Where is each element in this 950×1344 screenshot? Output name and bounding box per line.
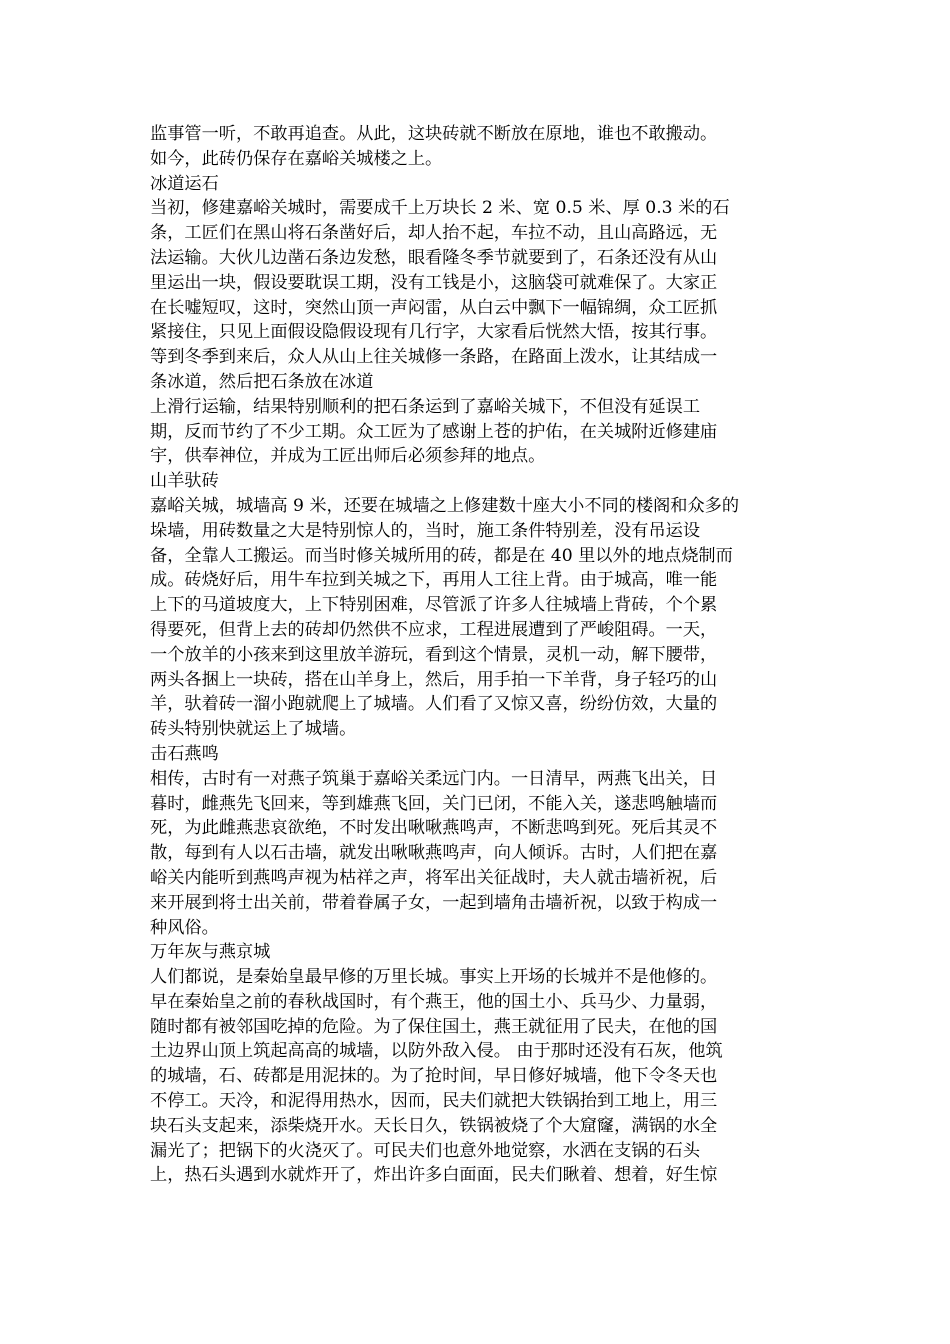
text-line: 散，每到有人以石击墙，就发出啾啾燕鸣声，向人倾诉。古时，人们把在嘉 [150,843,718,864]
paragraph-swallow-cry [150,767,805,941]
text-line: 备，全靠人工搬运。而当时修关城所用的砖，都是在 40 里以外的地点烧制而 [150,545,733,566]
text-line: 法运输。大伙儿边凿石条边发愁，眼看隆冬季节就要到了，石条还没有从山 [150,247,718,268]
section-heading-lime-yanjing: 万年灰与燕京城 [150,942,271,963]
text-line: 土边界山顶上筑起高高的城墙，以防外敌入侵。 由于那时还没有石灰，他筑 [150,1041,723,1062]
text-line: 人们都说，是秦始皇最早修的万里长城。事实上开场的长城并不是他修的。 [150,967,718,988]
text-line: 随时都有被邻国吃掉的危险。为了保住国土，燕王就征用了民夫，在他的国 [150,1016,718,1037]
paragraph-goat-bricks [150,494,805,742]
text-line: 块石头支起来，添柴烧开水。天长日久，铁锅被烧了个大窟窿，满锅的水全 [150,1115,718,1136]
document-page [150,122,805,1188]
text-line: 种风俗。 [150,917,219,938]
text-line: 暮时，雌燕先飞回来，等到雄燕飞回，关门已闭，不能入关，遂悲鸣触墙而 [150,793,718,814]
section-heading-goat-bricks: 山羊驮砖 [150,471,219,492]
paragraph-ice-road-2 [150,395,805,469]
paragraph-brick-ending [150,122,805,172]
paragraph-lime-yanjing [150,965,805,1188]
text-line: 期，反而节约了不少工期。众工匠为了感谢上苍的护佑，在关城附近修建庙 [150,421,718,442]
text-line: 得要死，但背上去的砖却仍然供不应求，工程进展遭到了严峻阻碍。一天， [150,619,718,640]
text-line: 两头各捆上一块砖，搭在山羊身上，然后，用手拍一下羊背，身子轻巧的山 [150,669,718,690]
text-line: 成。砖烧好后，用牛车拉到关城之下，再用人工往上背。由于城高，唯一能 [150,570,718,591]
text-line: 等到冬季到来后，众人从山上往关城修一条路，在路面上泼水，让其结成一 [150,347,718,368]
text-line: 早在秦始皇之前的春秋战国时，有个燕王，他的国土小、兵马少、力量弱， [150,991,718,1012]
text-line: 不停工。天冷，和泥得用热水，因而，民夫们就把大铁锅抬到工地上，用三 [150,1091,718,1112]
text-line: 一个放羊的小孩来到这里放羊游玩，看到这个情景，灵机一动，解下腰带， [150,644,718,665]
text-line: 上下的马道坡度大，上下特别困难，尽管派了许多人往城墙上背砖，个个累 [150,595,718,616]
text-line: 羊，驮着砖一溜小跑就爬上了城墙。人们看了又惊又喜，纷纷仿效，大量的 [150,694,718,715]
paragraph-ice-road-1 [150,196,805,394]
text-line: 漏光了；把锅下的火浇灭了。可民夫们也意外地觉察，水洒在支锅的石头 [150,1140,701,1161]
text-line: 上滑行运输，结果特别顺利的把石条运到了嘉峪关城下，不但没有延误工 [150,396,701,417]
text-line: 来开展到将士出关前，带着眷属子女，一起到墙角击墙祈祝，以致于构成一 [150,892,718,913]
text-line: 监事管一听，不敢再追查。从此，这块砖就不断放在原地，谁也不敢搬动。 [150,124,718,144]
text-line: 峪关内能听到燕鸣声视为枯祥之声，将军出关征战时，夫人就击墙祈祝，后 [150,867,718,888]
text-line: 宇，供奉神位，并成为工匠出师后必须参拜的地点。 [150,446,546,467]
text-line: 的城墙，石、砖都是用泥抹的。为了抢时间，早日修好城墙，他下令冬天也 [150,1066,718,1087]
text-line: 上，热石头遇到水就炸开了，炸出许多白面面，民夫们瞅着、想着，好生惊 [150,1165,718,1186]
section-heading-ice-road: 冰道运石 [150,173,219,194]
text-line: 条，工匠们在黑山将石条凿好后，却人抬不起，车拉不动，且山高路远，无 [150,223,718,244]
text-line: 紧接住，只见上面假设隐假设现有几行字，大家看后恍然大悟，按其行事。 [150,322,718,343]
text-line: 当初，修建嘉峪关城时，需要成千上万块长 2 米、宽 0.5 米、厚 0.3 米的石 [150,198,730,219]
text-line: 相传，古时有一对燕子筑巢于嘉峪关柔远门内。一日清早，两燕飞出关，日 [150,768,718,789]
text-line: 砖头特别快就运上了城墙。 [150,719,357,740]
section-heading-swallow-cry: 击石燕鸣 [150,743,219,764]
text-line: 垛墙，用砖数量之大是特别惊人的，当时，施工条件特别差，没有吊运设 [150,520,701,541]
text-line: 如今，此砖仍保存在嘉峪关城楼之上。 [150,148,443,169]
text-line: 死，为此雌燕悲哀欲绝，不时发出啾啾燕鸣声，不断悲鸣到死。死后其灵不 [150,818,718,839]
text-line: 嘉峪关城，城墙高 9 米，还要在城墙之上修建数十座大小不同的楼阁和众多的 [150,495,740,516]
text-line: 条冰道，然后把石条放在冰道 [150,371,374,392]
text-line: 里运出一块，假设要耽误工期，没有工钱是小，这脑袋可就难保了。大家正 [150,272,718,293]
text-line: 在长嘘短叹，这时，突然山顶一声闷雷，从白云中飘下一幅锦绸，众工匠抓 [150,297,718,318]
